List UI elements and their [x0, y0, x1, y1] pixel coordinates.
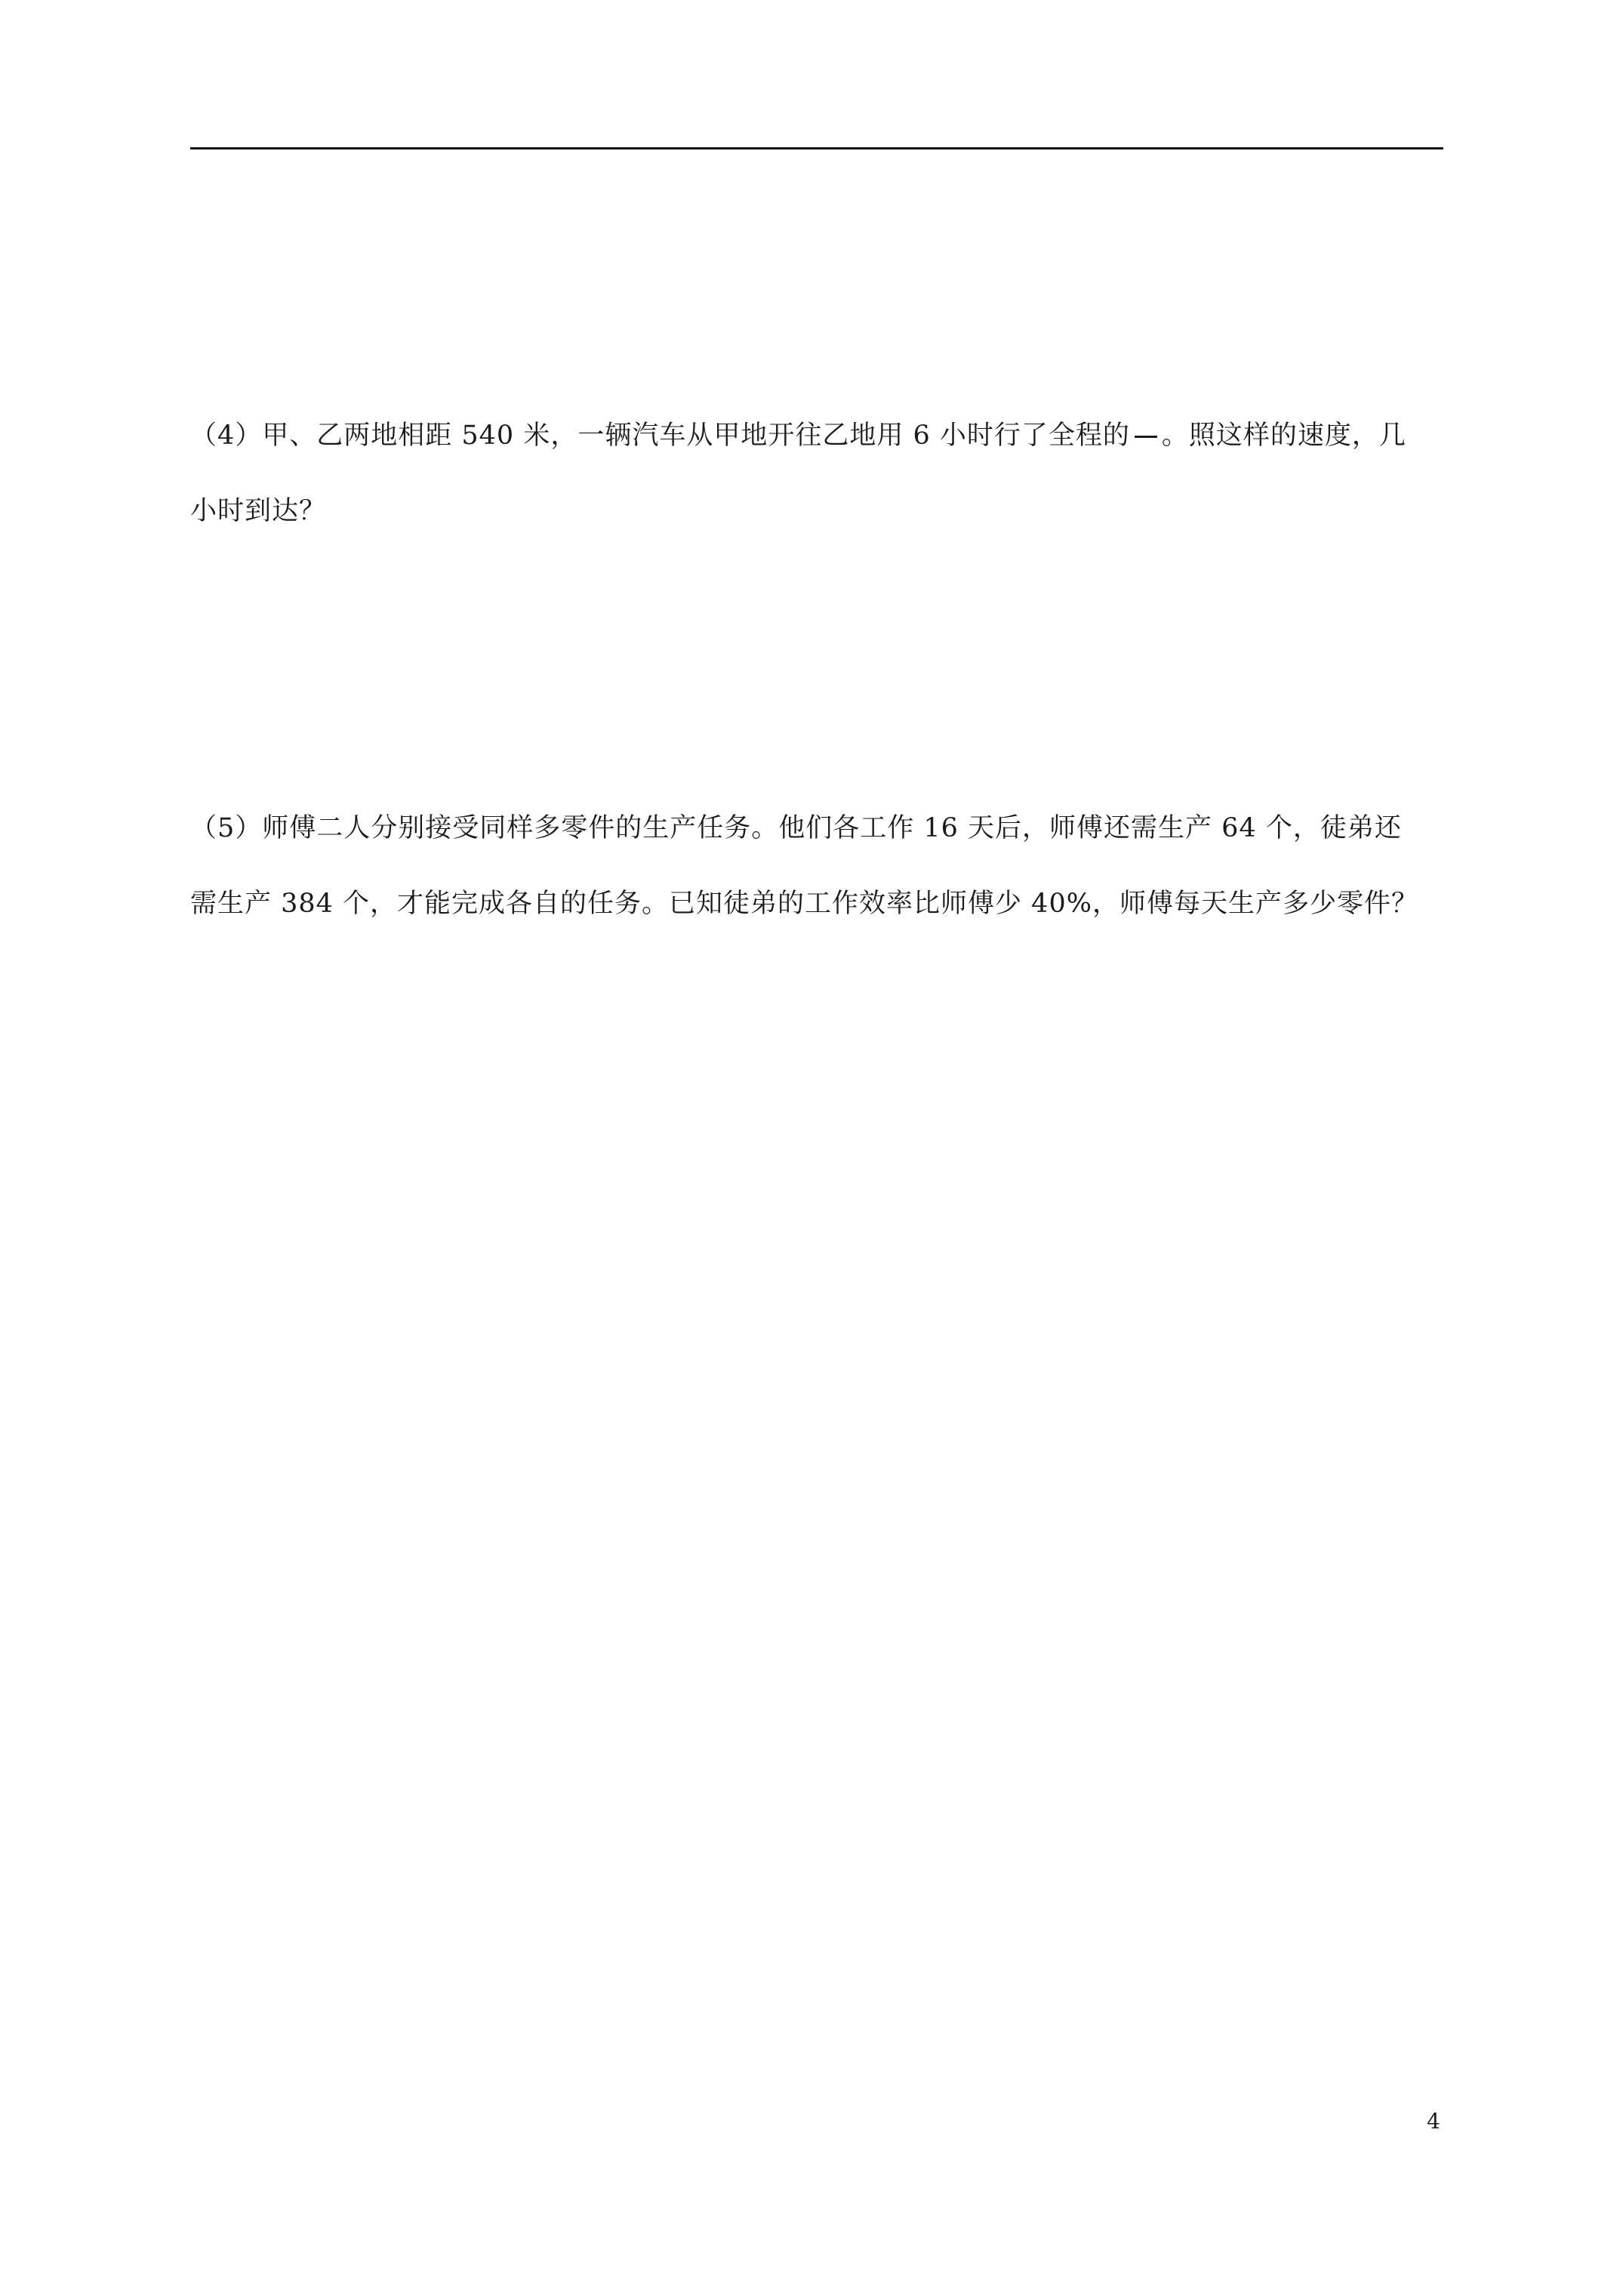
fraction-blank [1135, 436, 1157, 438]
question-5-line-1: （5）师傅二人分别接受同样多零件的生产任务。他们各工作 16 天后，师傅还需生产 64 个，徒弟还 [190, 813, 1402, 843]
question-5-line-2: 需生产 384 个，才能完成各自的任务。已知徒弟的工作效率比师傅少 40%，师傅每天生产多少零件？ [190, 889, 1418, 919]
question-5 [190, 791, 1443, 942]
question-4-text-before-fraction: （4）甲、乙两地相距 540 米，一辆汽车从甲地开往乙地用 6 小时行了全程的 [190, 421, 1130, 451]
question-4-text-after-fraction: 。照这样的速度，几 [1161, 421, 1406, 451]
question-4 [190, 398, 1443, 549]
question-4-line-1 [190, 398, 1443, 473]
page-number: 4 [1427, 2109, 1440, 2134]
question-4-line-2: 小时到达？ [190, 496, 327, 526]
header-rule [190, 147, 1443, 149]
